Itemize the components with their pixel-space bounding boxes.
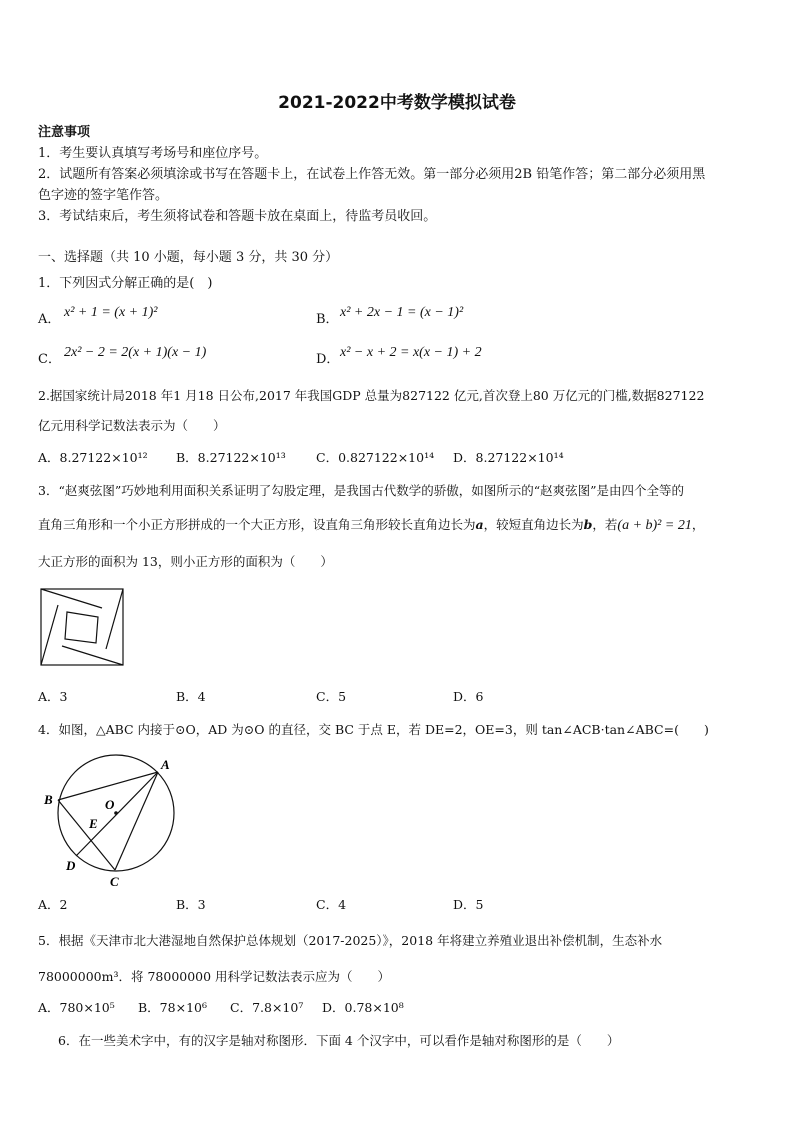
q3-line-2: [38, 515, 704, 534]
figure-line-4: [41, 605, 58, 665]
q5-option-b: B．78×10⁶: [138, 1000, 207, 1015]
q3-line-3: 大正方形的面积为 13，则小正方形的面积为（ ）: [38, 554, 333, 569]
label-a: A: [161, 757, 170, 772]
notice-item-1: 1．考生要认真填写考场号和座位序号。: [38, 146, 268, 161]
q1-option-c-label: C．: [38, 352, 61, 367]
q2-option-b: B．8.27122×10¹³: [176, 450, 286, 465]
q4-option-c: C．4: [316, 897, 347, 912]
q1-option-d-label: D．: [316, 352, 340, 367]
q2-option-a: A．8.27122×10¹²: [38, 450, 148, 465]
figure-line-2: [106, 589, 123, 649]
q2-line-2: 亿元用科学记数法表示为（ ）: [38, 418, 226, 433]
section-heading: 一、选择题（共 10 小题，每小题 3 分，共 30 分）: [38, 250, 339, 265]
page-title: 2021-2022中考数学模拟试卷: [278, 93, 516, 113]
q4-stem: 4．如图，△ABC 内接于⊙O，AD 为⊙O 的直径，交 BC 于点 E，若 DE=2，OE=3，则 tan∠ACB·tan∠ABC=( ): [38, 722, 709, 737]
q6-stem: 6．在一些美术字中，有的汉字是轴对称图形．下面 4 个汉字中，可以看作是轴对称图形的是（ ）: [58, 1033, 620, 1048]
label-d: D: [66, 858, 76, 873]
label-o: O: [105, 797, 115, 812]
q5-option-d: D．0.78×10⁸: [322, 1000, 404, 1015]
q1-option-b-label: B．: [316, 312, 339, 327]
q3-expr: (a + b)² = 21: [617, 518, 692, 533]
notice-item-2: 2．试题所有答案必须填涂或书写在答题卡上，在试卷上作答无效。第一部分必须用2B 铅笔作答；第二部分必须用黑: [38, 167, 706, 182]
q2-line-1: 2.据国家统计局2018 年1 月18 日公布,2017 年我国GDP 总量为827122 亿元,首次登上80 万亿元的门槛,数据827122: [38, 388, 705, 403]
label-c: C: [110, 874, 119, 889]
q5-option-c: C．7.8×10⁷: [230, 1000, 304, 1015]
inner-square: [65, 612, 98, 643]
notice-item-2-cont: 色字迹的签字笔作答。: [38, 188, 169, 203]
q1-option-d-expr: x² − x + 2 = x(x − 1) + 2: [340, 345, 482, 360]
q3-var-b: b: [583, 517, 593, 532]
label-b: B: [44, 792, 53, 807]
q1-option-a-label: A．: [38, 312, 61, 327]
q2-option-c: C．0.827122×10¹⁴: [316, 450, 435, 465]
q3-line-1: 3．“赵爽弦图”巧妙地利用面积关系证明了勾股定理，是我国古代数学的骄傲，如图所示的“赵爽弦图”是由四个全等的: [38, 483, 685, 498]
q4-option-a: A．2: [38, 897, 68, 912]
q1-option-c-expr: 2x² − 2 = 2(x + 1)(x − 1): [64, 345, 207, 360]
q5-line-1: 5．根据《天津市北大港湿地自然保护总体规划（2017-2025）》，2018 年将建立养殖业退出补偿机制，生态补水: [38, 933, 663, 948]
notice-item-3: 3．考试结束后，考生须将试卷和答题卡放在桌面上，待监考员收回。: [38, 209, 437, 224]
q5-line-2: 78000000m³．将 78000000 用科学记数法表示应为（ ）: [38, 969, 391, 984]
label-e: E: [89, 816, 98, 831]
notice-heading: 注意事项: [38, 125, 91, 140]
q3-option-a: A．3: [38, 689, 68, 704]
figure-line-1: [41, 589, 102, 608]
outer-square: [41, 589, 123, 665]
q4-option-d: D．5: [453, 897, 484, 912]
q3-option-c: C．5: [316, 689, 347, 704]
q3-line-2-text-c: ，若: [592, 517, 618, 532]
q3-line-2-text-a: 直角三角形和一个小正方形拼成的一个大正方形，设直角三角形较长直角边长为: [38, 517, 476, 532]
q3-option-d: D．6: [453, 689, 484, 704]
q3-line-2-text-d: ，: [691, 517, 705, 532]
q3-line-2-text-b: ，较短直角边长为: [483, 517, 584, 532]
segment-ac: [115, 772, 158, 870]
q5-option-a: A．780×10⁵: [38, 1000, 115, 1015]
zhao-shuang-figure: [38, 586, 128, 668]
center-point: [114, 811, 118, 815]
q1-option-b-expr: x² + 2x − 1 = (x − 1)²: [340, 305, 464, 320]
q4-option-b: B．3: [176, 897, 206, 912]
q2-option-d: D．8.27122×10¹⁴: [453, 450, 564, 465]
q3-var-a: a: [475, 517, 484, 532]
q3-option-b: B．4: [176, 689, 206, 704]
figure-line-3: [62, 646, 123, 665]
segment-ab: [58, 772, 158, 800]
q1-option-a-expr: x² + 1 = (x + 1)²: [64, 305, 158, 320]
circle-figure: [36, 752, 196, 892]
q1-stem: 1．下列因式分解正确的是( ): [38, 276, 213, 291]
